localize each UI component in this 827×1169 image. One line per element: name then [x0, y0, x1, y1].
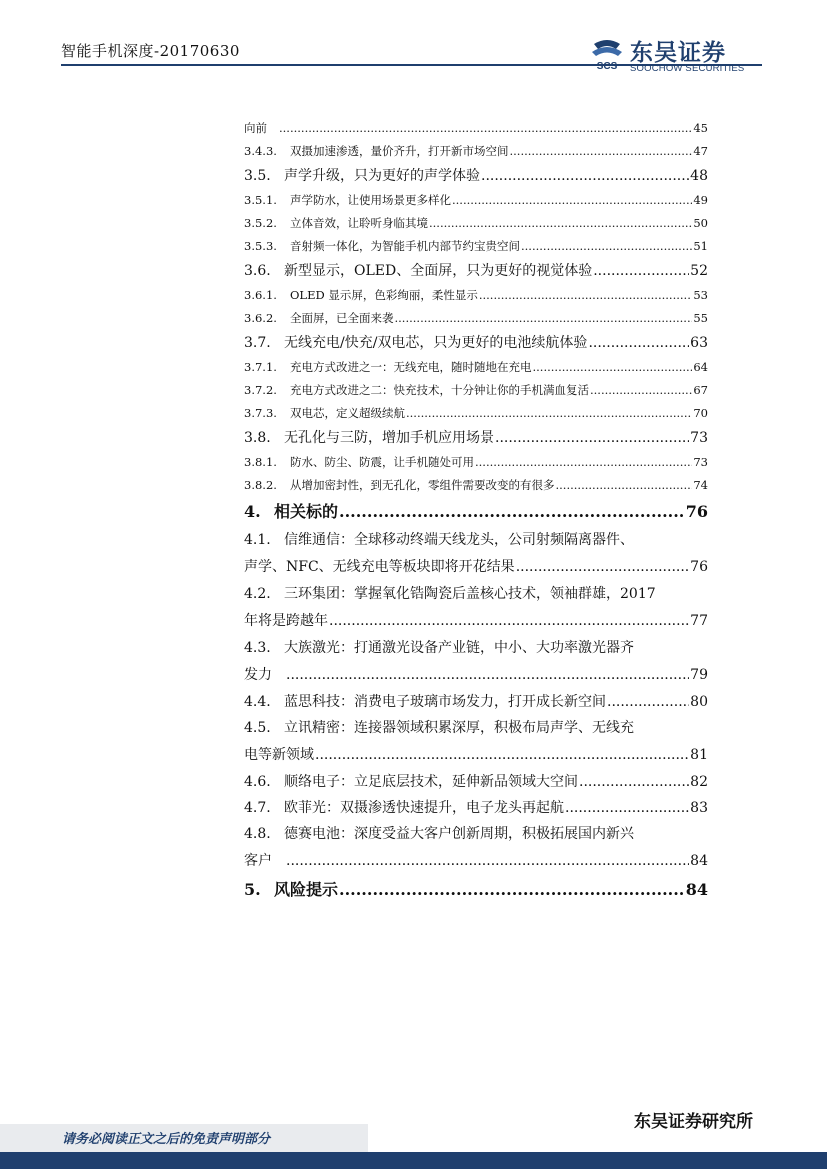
- toc-entry-title-cont: 电等新领域: [244, 747, 314, 763]
- toc-entry-title: 声学防水，让使用场景更多样化: [290, 193, 451, 207]
- toc-entry-continuation[interactable]: [244, 117, 708, 140]
- toc-entry-4-5[interactable]: [244, 715, 708, 769]
- toc-entry-4-7[interactable]: [244, 795, 708, 821]
- toc-entry-number: 5.: [244, 880, 261, 899]
- toc-entry-page: 82: [690, 774, 708, 790]
- toc-entry-title: 向前: [244, 121, 267, 135]
- toc-entry-number: 3.8.2.: [244, 478, 277, 492]
- toc-entry-page: 80: [690, 694, 708, 710]
- toc-entry-title: 无孔化与三防，增加手机应用场景: [284, 430, 494, 446]
- toc-leader: [429, 212, 692, 235]
- toc-entry-page: 77: [690, 613, 708, 629]
- toc-entry-number: 4.7.: [244, 800, 271, 816]
- toc-entry[interactable]: [244, 189, 708, 212]
- toc-entry-title: 三环集团：掌握氧化锆陶瓷后盖核心技术，领袖群雄，2017: [284, 586, 656, 602]
- toc-entry-number: 3.5.1.: [244, 193, 277, 207]
- brand-logo: [590, 38, 765, 78]
- toc-entry-page: 74: [693, 478, 708, 492]
- toc-entry-page: 64: [693, 360, 708, 374]
- toc-entry-4-1[interactable]: [244, 527, 708, 581]
- toc-entry-title: 欧菲光：双摄渗透快速提升，电子龙头再起航: [284, 800, 564, 816]
- toc-entry-page: 49: [693, 193, 708, 207]
- toc-entry-title: 从增加密封性，到无孔化，零组件需要改变的有很多: [290, 478, 555, 492]
- toc-entry[interactable]: [244, 284, 708, 307]
- toc-entry[interactable]: [244, 451, 708, 474]
- toc-leader: [481, 163, 689, 189]
- toc-leader: [339, 875, 685, 905]
- toc-entry-number: 3.6.2.: [244, 311, 277, 325]
- toc-entry[interactable]: [244, 356, 708, 379]
- toc-entry-title-cont: 客户: [244, 853, 272, 869]
- logo-chinese-name: 东吴证券: [630, 40, 726, 66]
- toc-entry[interactable]: [244, 474, 708, 497]
- footer-brand: 东吴证券研究所: [634, 1112, 753, 1132]
- toc-entry-5[interactable]: [244, 875, 708, 905]
- toc-entry-4-4[interactable]: [244, 689, 708, 715]
- toc-entry[interactable]: [244, 402, 708, 425]
- toc-entry-page: 55: [693, 311, 708, 325]
- toc-leader: [510, 140, 693, 163]
- toc-entry-page: 51: [693, 239, 708, 253]
- toc-entry-number: 3.6.: [244, 263, 271, 279]
- toc-entry-title: 顺络电子：立足底层技术，延伸新品领域大空间: [284, 774, 578, 790]
- toc-entry[interactable]: [244, 307, 708, 330]
- toc-entry-page: 67: [693, 383, 708, 397]
- logo-english-name: SOOCHOW SECURITIES: [630, 63, 745, 74]
- toc-entry-title: 德赛电池：深度受益大客户创新周期，积极拓展国内新兴: [284, 826, 634, 842]
- toc-leader: [607, 689, 689, 715]
- toc-leader: [590, 379, 692, 402]
- toc-entry-title: 立讯精密：连接器领域积累深厚，积极布局声学、无线充: [284, 720, 634, 736]
- toc-entry-title: 全面屏，已全面来袭: [290, 311, 394, 325]
- toc-entry-page: 83: [690, 800, 708, 816]
- toc-leader: [479, 284, 693, 307]
- toc-entry-title: 双摄加速渗透，量价齐升，打开新市场空间: [290, 144, 509, 158]
- toc-entry-number: 4.5.: [244, 720, 271, 736]
- toc-entry[interactable]: [244, 258, 708, 284]
- toc-leader: [495, 425, 689, 451]
- footer-disclaimer: 请务必阅读正文之后的免责声明部分: [62, 1132, 271, 1147]
- toc-entry-title: 大族激光：打通激光设备产业链，中小、大功率激光器齐: [284, 640, 634, 656]
- toc-entry-number: 3.5.: [244, 168, 271, 184]
- toc-entry-title: 双电芯，定义超级续航: [290, 406, 405, 420]
- toc-leader: [315, 742, 689, 769]
- toc-leader: [452, 189, 692, 212]
- toc-entry-number: 4.3.: [244, 640, 271, 656]
- toc-entry-page: 79: [690, 667, 708, 683]
- toc-entry-page: 70: [693, 406, 708, 420]
- toc-entry-page: 84: [690, 853, 708, 869]
- toc-entry[interactable]: [244, 235, 708, 258]
- toc-entry[interactable]: [244, 163, 708, 189]
- toc-entry-title: 充电方式改进之二：快充技术，十分钟让你的手机满血复活: [290, 383, 589, 397]
- toc-entry-number: 3.5.2.: [244, 216, 277, 230]
- toc-entry-number: 3.6.1.: [244, 288, 277, 302]
- toc-entry-number: 3.7.3.: [244, 406, 277, 420]
- toc-entry[interactable]: [244, 330, 708, 356]
- toc-entry-title: 无线充电/快充/双电芯，只为更好的电池续航体验: [284, 335, 588, 351]
- toc-entry[interactable]: [244, 425, 708, 451]
- toc-entry-title-cont: 声学、NFC、无线充电等板块即将开花结果: [244, 559, 515, 575]
- report-title: 智能手机深度-20170630: [61, 42, 240, 60]
- toc-entry-page: 73: [690, 430, 708, 446]
- toc-entry-title-cont: 年将是跨越年: [244, 613, 328, 629]
- toc-entry-number: 3.7.1.: [244, 360, 277, 374]
- toc-entry-number: 4.8.: [244, 826, 271, 842]
- toc-entry[interactable]: [244, 140, 708, 163]
- toc-entry-page: 53: [693, 288, 708, 302]
- toc-leader: [556, 474, 693, 497]
- toc-leader: [533, 356, 693, 379]
- toc-entry-title: 新型显示，OLED、全面屏，只为更好的视觉体验: [284, 263, 593, 279]
- toc-entry-title: OLED 显示屏，色彩绚丽，柔性显示: [290, 288, 478, 302]
- toc-entry-page: 48: [690, 168, 708, 184]
- toc-entry-number: 3.7.: [244, 335, 271, 351]
- toc-entry-title-cont: 发力: [244, 667, 272, 683]
- toc-entry-number: 4.1.: [244, 532, 271, 548]
- toc-entry-title: 音射频一体化，为智能手机内部节约宝贵空间: [290, 239, 520, 253]
- toc-leader: [521, 235, 692, 258]
- toc-entry-page: 84: [685, 880, 708, 899]
- toc-entry-page: 76: [685, 502, 708, 521]
- toc-entry-number: 3.4.3.: [244, 144, 277, 158]
- toc-leader: [286, 662, 689, 689]
- toc-leader: [475, 451, 692, 474]
- logo-mark-text: SCS: [596, 61, 618, 72]
- toc-entry-number: 4.2.: [244, 586, 271, 602]
- toc-entry-title: 声学升级，只为更好的声学体验: [284, 168, 480, 184]
- toc-entry-page: 47: [693, 144, 708, 158]
- toc-entry-number: 3.8.: [244, 430, 271, 446]
- toc-entry-4-3[interactable]: [244, 635, 708, 689]
- toc-entry-4-8[interactable]: [244, 821, 708, 875]
- toc-entry[interactable]: [244, 379, 708, 402]
- toc-entry-title: 立体音效，让聆听身临其境: [290, 216, 428, 230]
- toc-leader: [395, 307, 693, 330]
- toc-entry-page: 50: [693, 216, 708, 230]
- toc-entry-page: 76: [690, 559, 708, 575]
- toc-leader: [329, 608, 689, 635]
- toc-entry-page: 52: [690, 263, 708, 279]
- footer-bar: [0, 1152, 827, 1169]
- toc-leader: [565, 795, 689, 821]
- toc-entry-title: 防水、防尘、防震，让手机随处可用: [290, 455, 474, 469]
- toc-leader: [593, 258, 689, 284]
- toc-entry-title: 蓝思科技：消费电子玻璃市场发力，打开成长新空间: [284, 694, 606, 710]
- toc-leader: [516, 554, 689, 581]
- toc-entry-page: 45: [693, 121, 708, 135]
- toc-entry-page: 73: [693, 455, 708, 469]
- toc-entry-4-2[interactable]: [244, 581, 708, 635]
- toc-entry[interactable]: [244, 212, 708, 235]
- toc-entry-title: 充电方式改进之一：无线充电，随时随地在充电: [290, 360, 532, 374]
- toc-entry-number: 4.6.: [244, 774, 271, 790]
- toc-leader: [588, 330, 689, 356]
- toc-leader: [286, 848, 689, 875]
- toc-entry-title: 风险提示: [274, 880, 339, 899]
- toc-entry-4[interactable]: [244, 497, 708, 527]
- toc-leader: [339, 497, 685, 527]
- table-of-contents: [244, 117, 708, 905]
- toc-leader: [579, 769, 689, 795]
- toc-entry-page: 63: [690, 335, 708, 351]
- toc-entry-4-6[interactable]: [244, 769, 708, 795]
- toc-entry-number: 4.: [244, 502, 261, 521]
- toc-leader: [279, 117, 692, 140]
- soochow-logo-icon: [590, 38, 624, 74]
- toc-entry-number: 3.7.2.: [244, 383, 277, 397]
- toc-entry-number: 3.8.1.: [244, 455, 277, 469]
- toc-section-3-entries: [244, 140, 708, 497]
- toc-entry-title: 相关标的: [274, 502, 339, 521]
- toc-leader: [406, 402, 692, 425]
- toc-entry-number: 4.4.: [244, 694, 271, 710]
- toc-entry-title: 信维通信：全球移动终端天线龙头，公司射频隔离器件、: [284, 532, 634, 548]
- toc-entry-page: 81: [690, 747, 708, 763]
- toc-entry-number: 3.5.3.: [244, 239, 277, 253]
